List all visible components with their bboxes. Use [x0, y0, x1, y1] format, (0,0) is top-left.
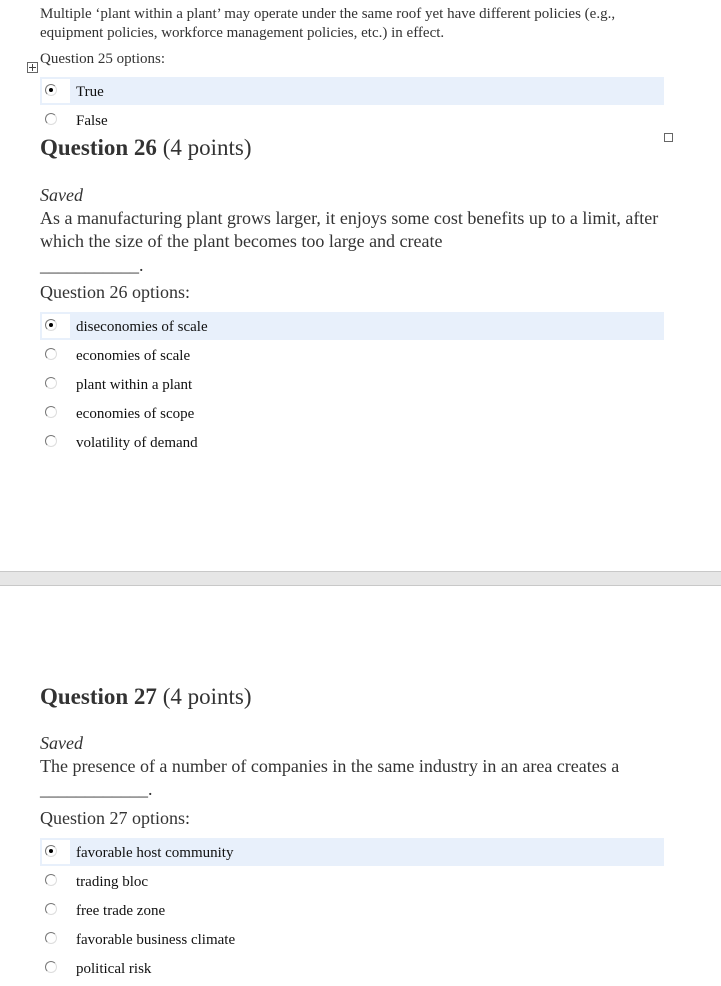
option-label: diseconomies of scale — [76, 319, 208, 335]
option-label: volatility of demand — [76, 435, 198, 451]
q26-heading — [40, 135, 252, 161]
q26-question-text — [40, 207, 660, 277]
option-label: economies of scope — [76, 406, 195, 422]
q27-heading — [40, 684, 252, 710]
option-label: False — [76, 113, 108, 129]
q25-question-text: Multiple ‘plant within a plant’ may operate under the same roof yet have different policies (e.g., equipment policies, workforce management policies, etc.) in effect. — [40, 6, 616, 41]
option-label: favorable host community — [76, 845, 234, 861]
radio-unchecked-icon[interactable] — [45, 348, 57, 360]
q27-option-3[interactable] — [40, 896, 664, 924]
radio-unchecked-icon[interactable] — [45, 961, 57, 973]
option-label: trading bloc — [76, 874, 149, 890]
q27-saved-status: Saved — [40, 733, 83, 753]
option-label: favorable business climate — [76, 932, 236, 948]
q26-option-3[interactable] — [40, 370, 664, 398]
q27-option-4[interactable] — [40, 925, 664, 953]
option-label: free trade zone — [76, 903, 166, 919]
option-label: political risk — [76, 961, 152, 977]
move-handle-icon[interactable] — [27, 62, 38, 73]
q27-options-label: Question 27 options: — [40, 808, 191, 828]
radio-unchecked-icon[interactable] — [45, 113, 57, 125]
radio-unchecked-icon[interactable] — [45, 932, 57, 944]
option-label: economies of scale — [76, 348, 191, 364]
option-label: True — [76, 84, 104, 100]
q26-option-2[interactable] — [40, 341, 664, 369]
q26-option-1[interactable] — [40, 312, 664, 340]
q27-option-2[interactable] — [40, 867, 664, 895]
option-label: plant within a plant — [76, 377, 193, 393]
q26-points: (4 points) — [162, 135, 252, 160]
q25-option-false[interactable] — [40, 106, 664, 134]
q27-number: Question 27 — [40, 684, 157, 709]
q26-number: Question 26 — [40, 135, 157, 160]
q26-option-4[interactable] — [40, 399, 664, 427]
radio-checked-icon[interactable] — [45, 845, 57, 857]
q27-option-5[interactable] — [40, 954, 664, 982]
radio-checked-icon[interactable] — [45, 319, 57, 331]
q26-option-5[interactable] — [40, 428, 664, 456]
radio-unchecked-icon[interactable] — [45, 435, 57, 447]
q25-option-true[interactable] — [40, 77, 664, 105]
q26-text-line1: As a manufacturing plant grows larger, it enjoys some cost benefits up to a limit, after which the size of the plant becomes too large and create — [40, 208, 659, 251]
question-divider — [0, 571, 721, 586]
q26-text-line2: ___________. — [40, 255, 144, 275]
q25-options-label: Question 25 options: — [40, 51, 166, 67]
q27-option-1[interactable] — [40, 838, 664, 866]
radio-unchecked-icon[interactable] — [45, 903, 57, 915]
radio-unchecked-icon[interactable] — [45, 874, 57, 886]
q27-question-text: The presence of a number of companies in the same industry in an area creates a ____________. — [40, 756, 620, 799]
q27-points: (4 points) — [162, 684, 252, 709]
radio-unchecked-icon[interactable] — [45, 377, 57, 389]
q26-saved-status: Saved — [40, 185, 83, 205]
q26-options-label: Question 26 options: — [40, 282, 191, 302]
flag-question-checkbox[interactable] — [664, 133, 673, 142]
radio-checked-icon[interactable] — [45, 84, 57, 96]
radio-unchecked-icon[interactable] — [45, 406, 57, 418]
